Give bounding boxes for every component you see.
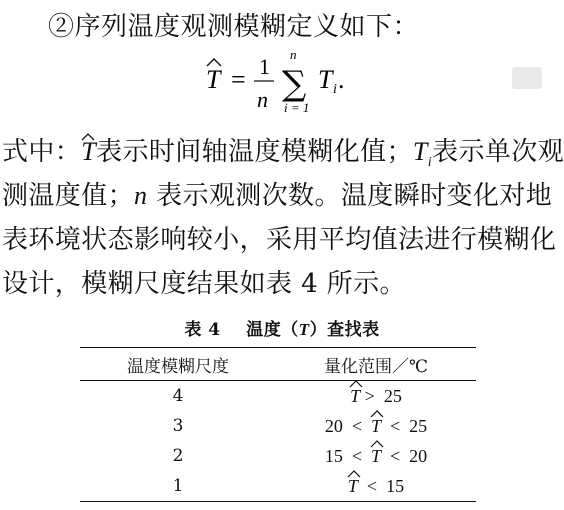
- equation-sum-symbol: ∑: [282, 64, 307, 104]
- paragraph-line-3: 表环境状态影响较小，采用平均值法进行模糊化: [2, 225, 557, 255]
- equation-term: T: [318, 65, 333, 94]
- equation-sum-lower: i = 1: [284, 100, 310, 115]
- table-row: [80, 471, 476, 502]
- table-row: [80, 441, 476, 471]
- equation-frac-den: n: [257, 87, 268, 112]
- para-text: 表示时间轴温度模糊化值；: [96, 137, 413, 167]
- symbol-ti: $T_i$: [412, 137, 433, 171]
- para-text: 测温度值；: [2, 181, 135, 211]
- table-header-row: [80, 348, 476, 381]
- symbol-t-hat: T: [81, 137, 96, 167]
- equation-graphic: [0, 50, 564, 116]
- table-cell-scale: 1: [172, 476, 184, 496]
- table-row: [80, 381, 476, 412]
- hat-mark: [370, 440, 384, 448]
- table-header-range: 量化范围／℃: [323, 356, 429, 377]
- table-cell-range: T < 15: [276, 471, 476, 502]
- table-caption: 表 4 温度（T）查找表: [184, 320, 380, 340]
- lookup-table: [80, 347, 476, 502]
- equation-lhs: T: [206, 65, 221, 94]
- paragraph-line-4: 设计，模糊尺度结果如表 4 所示。: [2, 269, 406, 299]
- table-cell-range: T > 25: [276, 381, 476, 412]
- hat-mark: [81, 133, 95, 141]
- table-cell-range: 20 < T < 25: [276, 411, 476, 441]
- paragraph-line-2: [2, 175, 552, 212]
- para-text: 表示单次观: [432, 137, 564, 167]
- equation-end: .: [338, 65, 345, 94]
- equation-sum-upper: n: [290, 50, 297, 62]
- equation-term-sub: i: [333, 82, 337, 97]
- table-cell-scale: 3: [172, 416, 184, 436]
- table-header-scale: 温度模糊尺度: [127, 356, 229, 377]
- hat-mark: [347, 470, 361, 478]
- section-heading: ②序列温度观测模糊定义如下：: [48, 12, 420, 42]
- paragraph-line-1: [2, 131, 564, 171]
- table-row: [80, 411, 476, 441]
- table-cell-scale: 2: [172, 446, 184, 466]
- table-cell-scale: 4: [172, 386, 184, 406]
- table-cell-range: 15 < T < 20: [276, 441, 476, 471]
- equation: [0, 50, 564, 116]
- hat-mark: [349, 380, 363, 388]
- equation-frac-num: 1: [259, 54, 270, 79]
- para-text: 式中：: [2, 137, 82, 167]
- equation-equals: =: [231, 65, 246, 94]
- para-text: 表示观测次数。温度瞬时变化对地: [156, 181, 553, 211]
- hat-mark: [370, 410, 384, 418]
- watermark-blur: [512, 67, 542, 89]
- symbol-n: n: [134, 181, 148, 210]
